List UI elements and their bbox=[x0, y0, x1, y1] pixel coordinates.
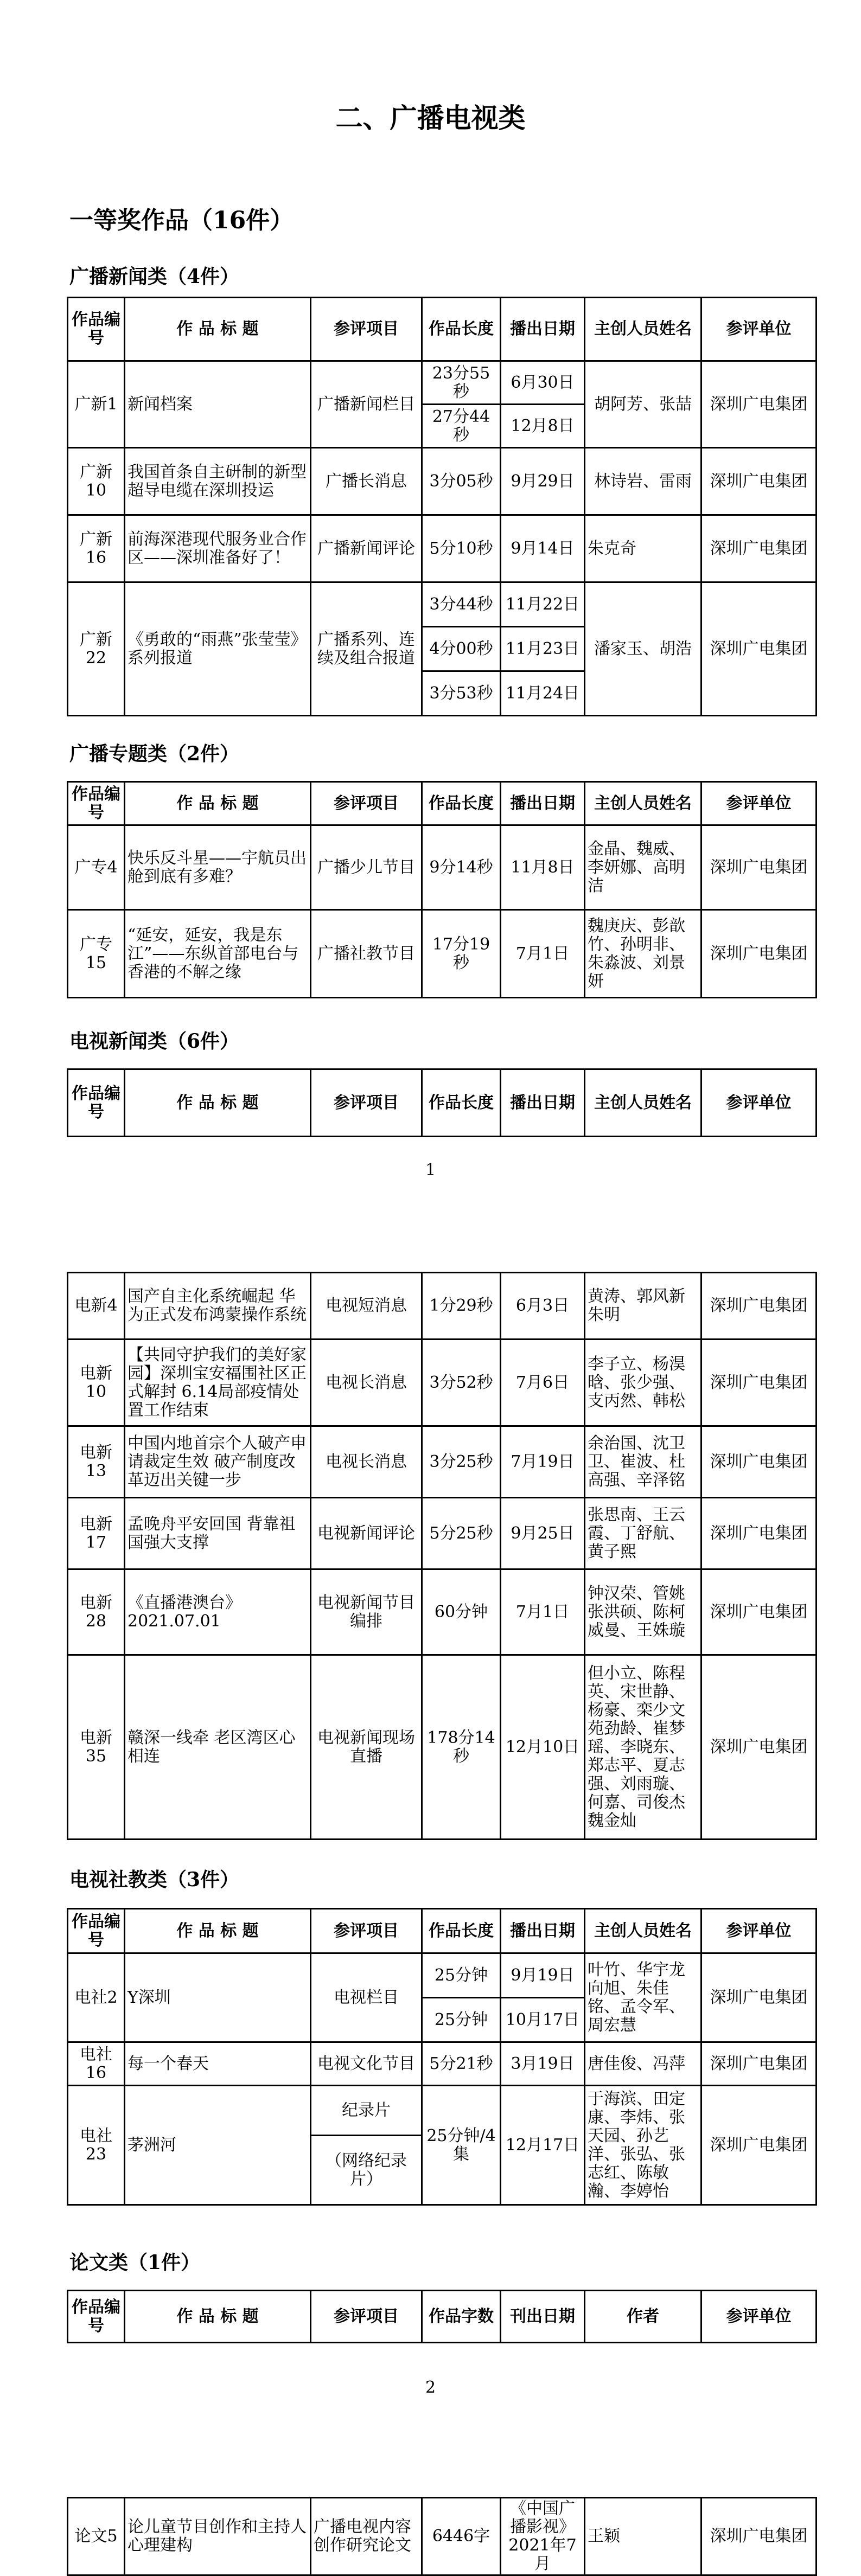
table-row bbox=[68, 1498, 817, 1569]
table-row bbox=[68, 582, 817, 627]
header-title: 作 品 标 题 bbox=[125, 2291, 311, 2343]
cell-no: 广专4 bbox=[68, 825, 125, 910]
table-row bbox=[68, 2042, 817, 2086]
cell-length: 4分00秒 bbox=[422, 627, 501, 671]
header-creators: 主创人员姓名 bbox=[585, 298, 701, 361]
cell-word-count: 6446字 bbox=[422, 2498, 501, 2575]
header-item: 参评项目 bbox=[311, 1069, 422, 1137]
cell-length: 5分10秒 bbox=[422, 515, 501, 582]
cell-date: 3月19日 bbox=[501, 2042, 585, 2086]
cell-item: 电视短消息 bbox=[311, 1273, 422, 1340]
cell-length: 3分53秒 bbox=[422, 671, 501, 716]
cell-title: 前海深港现代服务业合作区——深圳准备好了！ bbox=[125, 515, 311, 582]
header-creators: 主创人员姓名 bbox=[585, 782, 701, 825]
cell-item: 广播新闻评论 bbox=[311, 515, 422, 582]
cell-no: 电新35 bbox=[68, 1655, 125, 1840]
cell-item: 电视栏目 bbox=[311, 1953, 422, 2042]
cell-unit: 深圳广电集团 bbox=[701, 2498, 817, 2575]
header-no: 作品编号 bbox=[68, 298, 125, 361]
header-date: 播出日期 bbox=[501, 1909, 585, 1953]
header-author: 作者 bbox=[585, 2291, 701, 2343]
table-row bbox=[68, 1569, 817, 1655]
header-title: 作 品 标 题 bbox=[125, 298, 311, 361]
cell-creators: 林诗岩、雷雨 bbox=[585, 448, 701, 515]
header-unit: 参评单位 bbox=[701, 1909, 817, 1953]
cell-date: 11月23日 bbox=[501, 627, 585, 671]
cell-length: 25分钟/4集 bbox=[422, 2086, 501, 2205]
cell-title: 我国首条自主研制的新型超导电缆在深圳投运 bbox=[125, 448, 311, 515]
cell-length: 3分44秒 bbox=[422, 582, 501, 627]
cell-no: 广专15 bbox=[68, 910, 125, 998]
cell-length: 3分25秒 bbox=[422, 1426, 501, 1498]
cell-publish-date: 《中国广播影视》2021年7月 bbox=[501, 2498, 585, 2575]
header-date: 播出日期 bbox=[501, 298, 585, 361]
header-no: 作品编号 bbox=[68, 782, 125, 825]
cell-length: 1分29秒 bbox=[422, 1273, 501, 1340]
cell-unit: 深圳广电集团 bbox=[701, 1569, 817, 1655]
header-no: 作品编号 bbox=[68, 2291, 125, 2343]
cell-title: “延安，延安，我是东江”——东纵首部电台与香港的不解之缘 bbox=[125, 910, 311, 998]
cell-length: 17分19秒 bbox=[422, 910, 501, 998]
page-number: 1 bbox=[425, 1161, 436, 1180]
header-unit: 参评单位 bbox=[701, 298, 817, 361]
cell-no: 电新28 bbox=[68, 1569, 125, 1655]
cell-title: 茅洲河 bbox=[125, 2086, 311, 2205]
cell-date: 10月17日 bbox=[501, 1998, 585, 2042]
header-no: 作品编号 bbox=[68, 1069, 125, 1137]
header-date: 播出日期 bbox=[501, 782, 585, 825]
cell-unit: 深圳广电集团 bbox=[701, 1953, 817, 2042]
cell-length: 5分21秒 bbox=[422, 2042, 501, 2086]
cell-length: 178分14秒 bbox=[422, 1655, 501, 1840]
cell-creators: 叶竹、华宇龙向旭、朱佳铭、孟令军、周宏慧 bbox=[585, 1953, 701, 2042]
page-number: 2 bbox=[425, 2378, 436, 2397]
cell-unit: 深圳广电集团 bbox=[701, 1426, 817, 1498]
paper-header-table bbox=[67, 2290, 817, 2343]
cell-creators: 钟汉荣、管姚张洪硕、陈柯威曼、王姝璇 bbox=[585, 1569, 701, 1655]
cell-creators: 金晶、魏威、李妍娜、高明洁 bbox=[585, 825, 701, 910]
cell-creators: 唐佳俊、冯萍 bbox=[585, 2042, 701, 2086]
table-row bbox=[68, 1273, 817, 1340]
header-unit: 参评单位 bbox=[701, 2291, 817, 2343]
table-row bbox=[68, 910, 817, 998]
cell-length: 60分钟 bbox=[422, 1569, 501, 1655]
cell-item: 电视长消息 bbox=[311, 1426, 422, 1498]
cell-date: 6月3日 bbox=[501, 1273, 585, 1340]
table-row bbox=[68, 1655, 817, 1840]
table-row bbox=[68, 1340, 817, 1426]
section-paper-heading: 论文类（1件） bbox=[69, 2251, 201, 2274]
radio-special-table bbox=[67, 781, 817, 998]
cell-creators: 魏庚庆、彭歆竹、孙明非、朱淼波、刘景妍 bbox=[585, 910, 701, 998]
cell-no: 广新22 bbox=[68, 582, 125, 716]
cell-date: 9月25日 bbox=[501, 1498, 585, 1569]
header-no: 作品编号 bbox=[68, 1909, 125, 1953]
cell-title: 《勇敢的“雨燕”张莹莹》系列报道 bbox=[125, 582, 311, 716]
cell-unit: 深圳广电集团 bbox=[701, 515, 817, 582]
table-row bbox=[68, 448, 817, 515]
cell-length: 25分钟 bbox=[422, 1998, 501, 2042]
cell-unit: 深圳广电集团 bbox=[701, 361, 817, 448]
paper-table bbox=[67, 2497, 817, 2576]
table-header-row bbox=[68, 1069, 817, 1137]
page-title: 二、广播电视类 bbox=[335, 102, 526, 134]
table-row bbox=[68, 1426, 817, 1498]
cell-date: 12月10日 bbox=[501, 1655, 585, 1840]
cell-creators: 余治国、沈卫卫、崔波、杜高强、辛泽铭 bbox=[585, 1426, 701, 1498]
header-title: 作 品 标 题 bbox=[125, 1909, 311, 1953]
header-date: 播出日期 bbox=[501, 1069, 585, 1137]
cell-unit: 深圳广电集团 bbox=[701, 2086, 817, 2205]
header-length: 作品长度 bbox=[422, 298, 501, 361]
cell-date: 9月29日 bbox=[501, 448, 585, 515]
cell-no: 广新16 bbox=[68, 515, 125, 582]
cell-unit: 深圳广电集团 bbox=[701, 910, 817, 998]
header-item: 参评项目 bbox=[311, 782, 422, 825]
cell-no: 电新13 bbox=[68, 1426, 125, 1498]
header-length: 作品长度 bbox=[422, 1069, 501, 1137]
cell-title: 赣深一线牵 老区湾区心相连 bbox=[125, 1655, 311, 1840]
cell-unit: 深圳广电集团 bbox=[701, 1273, 817, 1340]
section-radio-news-heading: 广播新闻类（4件） bbox=[69, 265, 240, 288]
cell-length: 3分05秒 bbox=[422, 448, 501, 515]
header-length: 作品长度 bbox=[422, 782, 501, 825]
header-item: 参评项目 bbox=[311, 2291, 422, 2343]
cell-item: 广播系列、连续及组合报道 bbox=[311, 582, 422, 716]
cell-no: 电新4 bbox=[68, 1273, 125, 1340]
header-creators: 主创人员姓名 bbox=[585, 1069, 701, 1137]
header-unit: 参评单位 bbox=[701, 782, 817, 825]
header-publish-date: 刊出日期 bbox=[501, 2291, 585, 2343]
table-row bbox=[68, 2498, 817, 2575]
cell-length: 23分55秒 bbox=[422, 361, 501, 405]
cell-date: 7月1日 bbox=[501, 910, 585, 998]
cell-no: 电社2 bbox=[68, 1953, 125, 2042]
cell-item: （网络纪录片） bbox=[311, 2136, 422, 2205]
cell-no: 电社16 bbox=[68, 2042, 125, 2086]
cell-title: 中国内地首宗个人破产申请裁定生效 破产制度改革迈出关键一步 bbox=[125, 1426, 311, 1498]
table-header-row bbox=[68, 298, 817, 361]
section-tv-news-heading: 电视新闻类（6件） bbox=[69, 1030, 240, 1053]
cell-title: 快乐反斗星——宇航员出舱到底有多难？ bbox=[125, 825, 311, 910]
header-item: 参评项目 bbox=[311, 1909, 422, 1953]
cell-creators: 李子立、杨淏晗、张少强、支丙然、韩松 bbox=[585, 1340, 701, 1426]
cell-author: 王颖 bbox=[585, 2498, 701, 2575]
cell-title: 孟晚舟平安回国 背靠祖国强大支撑 bbox=[125, 1498, 311, 1569]
table-row bbox=[68, 515, 817, 582]
header-title: 作 品 标 题 bbox=[125, 1069, 311, 1137]
cell-date: 9月19日 bbox=[501, 1953, 585, 1998]
tv-edu-table bbox=[67, 1908, 817, 2206]
cell-date: 9月14日 bbox=[501, 515, 585, 582]
table-row bbox=[68, 1953, 817, 1998]
cell-date: 11月24日 bbox=[501, 671, 585, 716]
header-unit: 参评单位 bbox=[701, 1069, 817, 1137]
cell-title: Y深圳 bbox=[125, 1953, 311, 2042]
cell-item: 广播社教节目 bbox=[311, 910, 422, 998]
tv-news-header-table bbox=[67, 1068, 817, 1137]
cell-title: 新闻档案 bbox=[125, 361, 311, 448]
cell-date: 12月8日 bbox=[501, 405, 585, 448]
cell-title: 论儿童节目创作和主持人心理建构 bbox=[125, 2498, 311, 2575]
cell-item: 广播长消息 bbox=[311, 448, 422, 515]
cell-length: 5分25秒 bbox=[422, 1498, 501, 1569]
cell-creators: 张思南、王云霞、丁舒航、黄子熙 bbox=[585, 1498, 701, 1569]
cell-unit: 深圳广电集团 bbox=[701, 1655, 817, 1840]
cell-no: 广新10 bbox=[68, 448, 125, 515]
cell-title: 每一个春天 bbox=[125, 2042, 311, 2086]
header-length: 作品长度 bbox=[422, 1909, 501, 1953]
cell-item: 电视新闻评论 bbox=[311, 1498, 422, 1569]
header-word-count: 作品字数 bbox=[422, 2291, 501, 2343]
cell-item: 电视新闻节目编排 bbox=[311, 1569, 422, 1655]
header-title: 作 品 标 题 bbox=[125, 782, 311, 825]
cell-title: 【共同守护我们的美好家园】深圳宝安福围社区正式解封 6.14局部疫情处置工作结束 bbox=[125, 1340, 311, 1426]
cell-item: 电视新闻现场直播 bbox=[311, 1655, 422, 1840]
cell-creators: 朱克奇 bbox=[585, 515, 701, 582]
table-header-row bbox=[68, 782, 817, 825]
cell-date: 7月19日 bbox=[501, 1426, 585, 1498]
cell-no: 广新1 bbox=[68, 361, 125, 448]
cell-date: 7月1日 bbox=[501, 1569, 585, 1655]
table-header-row bbox=[68, 1909, 817, 1953]
cell-date: 11月22日 bbox=[501, 582, 585, 627]
cell-creators: 胡阿芳、张喆 bbox=[585, 361, 701, 448]
tv-news-table bbox=[67, 1272, 817, 1840]
cell-unit: 深圳广电集团 bbox=[701, 2042, 817, 2086]
section-radio-special-heading: 广播专题类（2件） bbox=[69, 742, 240, 765]
award-heading: 一等奖作品（16件） bbox=[69, 207, 294, 234]
cell-item: 电视文化节目 bbox=[311, 2042, 422, 2086]
cell-title: 《直播港澳台》2021.07.01 bbox=[125, 1569, 311, 1655]
cell-title: 国产自主化系统崛起 华为正式发布鸿蒙操作系统 bbox=[125, 1273, 311, 1340]
cell-item: 纪录片 bbox=[311, 2086, 422, 2136]
header-item: 参评项目 bbox=[311, 298, 422, 361]
cell-no: 电新17 bbox=[68, 1498, 125, 1569]
cell-no: 电新10 bbox=[68, 1340, 125, 1426]
section-tv-edu-heading: 电视社教类（3件） bbox=[69, 1868, 240, 1891]
cell-creators: 于海滨、田定康、李炜、张天园、孙艺洋、张弘、张志红、陈敏瀚、李婷怡 bbox=[585, 2086, 701, 2205]
cell-no: 电社23 bbox=[68, 2086, 125, 2205]
cell-item: 广播新闻栏目 bbox=[311, 361, 422, 448]
table-row bbox=[68, 361, 817, 405]
cell-item: 广播电视内容创作研究论文 bbox=[311, 2498, 422, 2575]
cell-creators: 黄涛、郭风新朱明 bbox=[585, 1273, 701, 1340]
cell-item: 电视长消息 bbox=[311, 1340, 422, 1426]
table-row bbox=[68, 825, 817, 910]
cell-no: 论文5 bbox=[68, 2498, 125, 2575]
cell-creators: 潘家玉、胡浩 bbox=[585, 582, 701, 716]
cell-length: 3分52秒 bbox=[422, 1340, 501, 1426]
cell-length: 27分44秒 bbox=[422, 405, 501, 448]
cell-date: 12月17日 bbox=[501, 2086, 585, 2205]
cell-length: 9分14秒 bbox=[422, 825, 501, 910]
cell-unit: 深圳广电集团 bbox=[701, 1498, 817, 1569]
table-header-row bbox=[68, 2291, 817, 2343]
cell-date: 11月8日 bbox=[501, 825, 585, 910]
cell-date: 6月30日 bbox=[501, 361, 585, 405]
cell-length: 25分钟 bbox=[422, 1953, 501, 1998]
cell-unit: 深圳广电集团 bbox=[701, 825, 817, 910]
header-creators: 主创人员姓名 bbox=[585, 1909, 701, 1953]
cell-unit: 深圳广电集团 bbox=[701, 448, 817, 515]
cell-date: 7月6日 bbox=[501, 1340, 585, 1426]
cell-item: 广播少儿节目 bbox=[311, 825, 422, 910]
cell-creators: 但小立、陈程英、宋世静、杨豪、栾少文苑劲龄、崔梦瑶、李晓东、郑志平、夏志强、刘雨璇、何嘉、司俊杰魏金灿 bbox=[585, 1655, 701, 1840]
table-row bbox=[68, 2086, 817, 2136]
radio-news-table bbox=[67, 297, 817, 716]
cell-unit: 深圳广电集团 bbox=[701, 582, 817, 716]
cell-unit: 深圳广电集团 bbox=[701, 1340, 817, 1426]
